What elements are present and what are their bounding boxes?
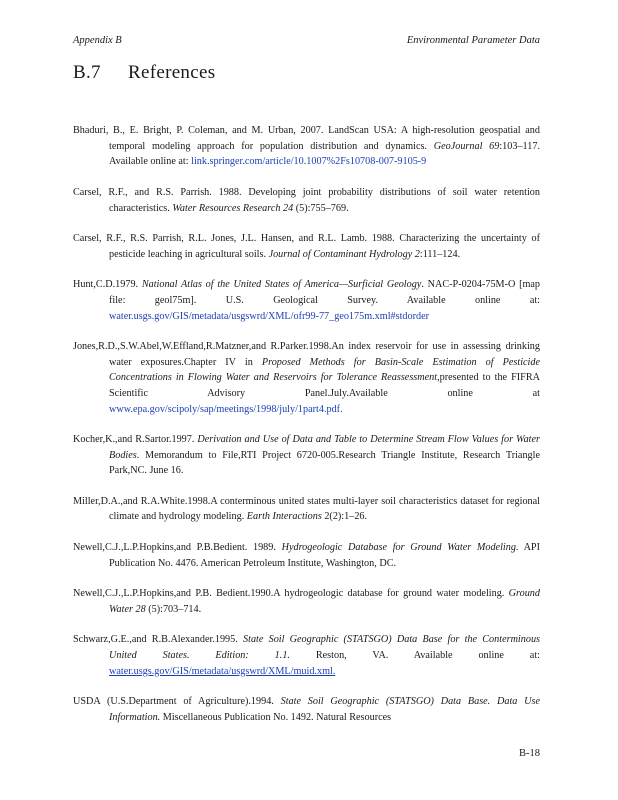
reference-text: Bhaduri, B., E. Bright, P. Coleman, and M. Urban, 2007. LandScan USA: A high-resolution geospatial and temporal modeling approach for population distribution and dynamics. bbox=[73, 125, 540, 152]
reference-title: Derivation and Use of Data and Table to Determine Stream Flow Values for Water Bodies bbox=[109, 434, 540, 461]
reference-text: Miscellaneous Publication No. 1492. Natural Resources bbox=[160, 711, 392, 723]
reference-item bbox=[73, 540, 540, 571]
reference-text: Jones,R.D.,S.W.Abel,W.Effland,R.Matzner,and R.Parker.1998.An index reservoir for use in assessing drinking water exposures.Chapter IV in bbox=[73, 341, 540, 368]
reference-text: (5):755–769. bbox=[293, 202, 349, 214]
reference-item bbox=[73, 123, 540, 170]
reference-text: Carsel, R.F., R.S. Parrish, R.L. Jones, J.L. Hansen, and R.L. Lamb. 1988. Characterizing the uncertainty of pesticide leaching in agricultural soils. bbox=[73, 233, 540, 260]
reference-text: Hunt,C.D.1979. bbox=[73, 279, 142, 291]
reference-title: Water Resources Research 24 bbox=[172, 202, 294, 214]
reference-title: Proposed Methods for Basin-Scale Estimation of Pesticide Concentrations in Flowing Water and Reservoirs for Tolerance Reassessment bbox=[109, 356, 540, 384]
reference-text: ,presented to the FIFRA Scientific Advisory Panel.July.Available online at bbox=[109, 372, 540, 399]
reference-text: . Memorandum to File,RTI Project 6720-005.Research Triangle Institute, Research Triangle Park,NC. June 16. bbox=[109, 449, 540, 477]
reference-title: GeoJournal 69 bbox=[433, 140, 500, 152]
header-right: Environmental Parameter Data bbox=[406, 35, 540, 46]
reference-title: State Soil Geographic (STATSGO) Data Base for the Conterminous United States. Edition: 1.1. bbox=[109, 634, 540, 662]
section-number: B.7 bbox=[73, 62, 101, 83]
reference-text: . API Publication No. 4476. American Petroleum Institute, Washington, DC. bbox=[109, 542, 540, 569]
reference-title: National Atlas of the United States of America—Surficial Geology bbox=[141, 279, 422, 291]
reference-item bbox=[73, 231, 540, 262]
reference-link[interactable]: www.epa.gov/scipoly/sap/meetings/1998/july/1part4.pdf. bbox=[109, 403, 343, 415]
header-left: Appendix B bbox=[73, 35, 122, 46]
page-number: B-18 bbox=[519, 748, 540, 759]
reference-text: :103–117. Available online at: bbox=[109, 140, 540, 168]
page-header bbox=[73, 35, 540, 46]
reference-title: State Soil Geographic (STATSGO) Data Base. Data Use Information. bbox=[109, 696, 540, 723]
reference-title: Earth Interactions bbox=[246, 511, 322, 523]
reference-text: Reston, VA. Available online at: bbox=[289, 650, 540, 662]
section-title bbox=[73, 62, 215, 84]
reference-item bbox=[73, 432, 540, 479]
reference-link[interactable]: water.usgs.gov/GIS/metadata/usgswrd/XML/ofr99-77_geo175m.xml#stdorder bbox=[109, 310, 430, 322]
reference-link[interactable]: link.springer.com/article/10.1007%2Fs10708-007-9105-9 bbox=[191, 156, 427, 168]
reference-list bbox=[73, 113, 540, 740]
reference-text: Schwarz,G.E.,and R.B.Alexander.1995. bbox=[73, 634, 244, 646]
reference-title: Journal of Contaminant Hydrology 2 bbox=[268, 248, 420, 260]
reference-item bbox=[73, 494, 540, 525]
reference-title: Hydrogeologic Database for Ground Water Modeling bbox=[281, 542, 516, 554]
reference-item bbox=[73, 586, 540, 617]
reference-text: USDA (U.S.Department of Agriculture).1994. bbox=[73, 696, 281, 708]
section-heading: References bbox=[128, 62, 216, 83]
reference-link[interactable]: water.usgs.gov/GIS/metadata/usgswrd/XML/muid.xml. bbox=[109, 665, 336, 677]
reference-text: Newell,C.J.,L.P.Hopkins,and P.B. Bedient.1990.A hydrogeologic database for ground water modeling. bbox=[73, 588, 509, 600]
reference-text: Kocher,K.,and R.Sartor.1997. bbox=[73, 434, 198, 446]
reference-item bbox=[73, 339, 540, 417]
reference-text: 2(2):1–26. bbox=[321, 511, 368, 523]
reference-item bbox=[73, 277, 540, 324]
reference-title: Ground Water 28 bbox=[109, 588, 540, 615]
reference-item bbox=[73, 185, 540, 216]
reference-text: Newell,C.J.,L.P.Hopkins,and P.B.Bedient. 1989. bbox=[73, 542, 282, 554]
reference-item bbox=[73, 694, 540, 725]
reference-text: Miller,D.A.,and R.A.White.1998.A conterminous united states multi-layer soil characteristics dataset for regional climate and hydrology modeling. bbox=[73, 495, 540, 523]
reference-text: . NAC-P-0204-75M-O [map file: geol75m]. U.S. Geological Survey. Available online at: bbox=[109, 279, 541, 306]
reference-item bbox=[73, 632, 540, 679]
reference-text: :111–124. bbox=[419, 248, 461, 260]
reference-text: Carsel, R.F., and R.S. Parrish. 1988. Developing joint probability distributions of soil water retention characteristics. bbox=[73, 186, 540, 214]
reference-text: (5):703–714. bbox=[145, 603, 202, 615]
